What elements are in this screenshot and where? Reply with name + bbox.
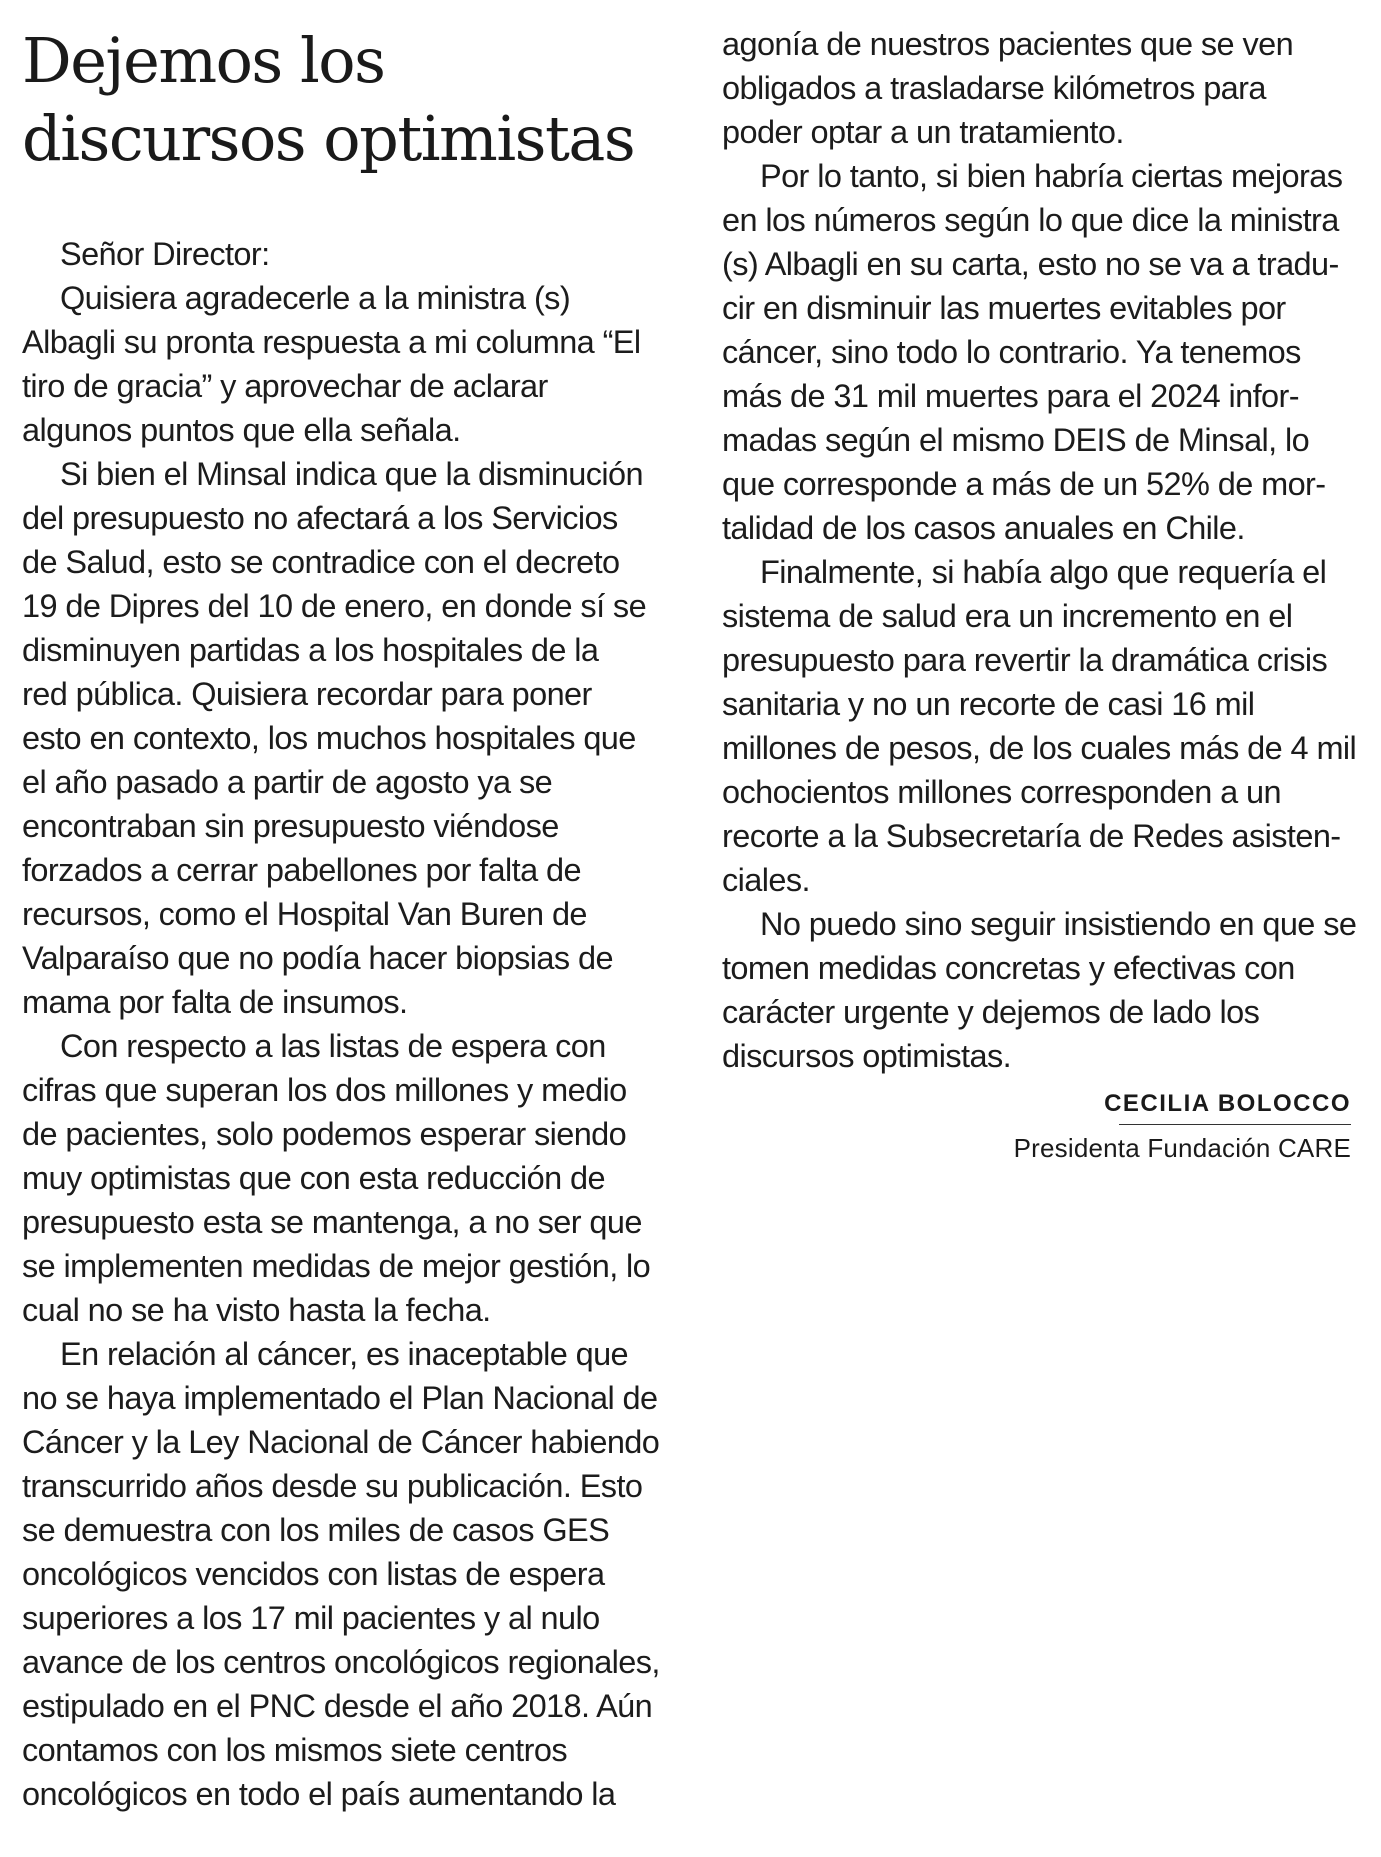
text-line: 19 de Dipres del 10 de enero, en donde sí se (22, 588, 647, 624)
text-line: tomen medidas concretas y efectivas con (722, 950, 1295, 986)
text-line: No puedo sino seguir insistiendo en que se (760, 906, 1357, 942)
text-line: se demuestra con los miles de casos GES (22, 1512, 610, 1548)
right-column (722, 22, 1362, 1078)
text-line: cifras que superan los dos millones y medio (22, 1072, 627, 1108)
text-line: (s) Albagli en su carta, esto no se va a tradu- (722, 246, 1339, 282)
signature-name: CECILIA BOLOCCO (1104, 1090, 1351, 1117)
text-line: red pública. Quisiera recordar para poner (22, 676, 592, 712)
text-line: contamos con los mismos siete centros (22, 1732, 567, 1768)
text-line: Finalmente, si había algo que requería el (760, 554, 1327, 590)
text-line: encontraban sin presupuesto viéndose (22, 808, 559, 844)
text-line: Albagli su pronta respuesta a mi columna “El (22, 324, 641, 360)
text-line: sistema de salud era un incremento en el (722, 598, 1293, 634)
text-line: talidad de los casos anuales en Chile. (722, 510, 1245, 546)
text-line: avance de los centros oncológicos regionales, (22, 1644, 660, 1680)
text-line: esto en contexto, los muchos hospitales que (22, 720, 636, 756)
text-line: Si bien el Minsal indica que la disminución (60, 456, 644, 492)
text-line: madas según el mismo DEIS de Minsal, lo (722, 422, 1310, 458)
salutation: Señor Director: (60, 236, 270, 272)
letter-title (22, 22, 682, 178)
title-line: discursos optimistas (22, 102, 635, 175)
title-line: Dejemos los (22, 24, 385, 97)
text-line: carácter urgente y dejemos de lado los (722, 994, 1260, 1030)
text-line: muy optimistas que con esta reducción de (22, 1160, 605, 1196)
text-line: forzados a cerrar pabellones por falta de (22, 852, 581, 888)
text-line: presupuesto para revertir la dramática crisis (722, 642, 1328, 678)
text-line: más de 31 mil muertes para el 2024 infor- (722, 378, 1299, 414)
text-line: recorte a la Subsecretaría de Redes asisten- (722, 818, 1341, 854)
signature-divider (1119, 1124, 1351, 1125)
text-line: cir en disminuir las muertes evitables por (722, 290, 1286, 326)
text-line: Con respecto a las listas de espera con (60, 1028, 606, 1064)
text-line: Cáncer y la Ley Nacional de Cáncer habiendo (22, 1424, 660, 1460)
text-line: En relación al cáncer, es inaceptable que (60, 1336, 629, 1372)
text-line: transcurrido años desde su publicación. Esto (22, 1468, 643, 1504)
text-line: Por lo tanto, si bien habría ciertas mejoras (760, 158, 1343, 194)
left-column (22, 232, 682, 1816)
text-line: se implementen medidas de mejor gestión, lo (22, 1248, 651, 1284)
text-line: cual no se ha visto hasta la fecha. (22, 1292, 491, 1328)
text-line: ochocientos millones corresponden a un (722, 774, 1281, 810)
text-line: del presupuesto no afectará a los Servicios (22, 500, 618, 536)
text-line: presupuesto esta se mantenga, a no ser que (22, 1204, 642, 1240)
text-line: mama por falta de insumos. (22, 984, 408, 1020)
signature-role: Presidenta Fundación CARE (1013, 1133, 1351, 1163)
text-line: en los números según lo que dice la ministra (722, 202, 1339, 238)
text-line: oncológicos en todo el país aumentando la (22, 1776, 616, 1812)
text-line: oncológicos vencidos con listas de espera (22, 1556, 605, 1592)
text-line: sanitaria y no un recorte de casi 16 mil (722, 686, 1255, 722)
text-line: Valparaíso que no podía hacer biopsias de (22, 940, 613, 976)
text-line: no se haya implementado el Plan Nacional de (22, 1380, 658, 1416)
text-line: discursos optimistas. (722, 1038, 1012, 1074)
text-line: que corresponde a más de un 52% de mor- (722, 466, 1326, 502)
text-line: cáncer, sino todo lo contrario. Ya tenemos (722, 334, 1301, 370)
text-line: el año pasado a partir de agosto ya se (22, 764, 553, 800)
text-line: estipulado en el PNC desde el año 2018. Aún (22, 1688, 653, 1724)
text-line: millones de pesos, de los cuales más de 4 mil (722, 730, 1357, 766)
text-line: Quisiera agradecerle a la ministra (s) (60, 280, 571, 316)
text-line: de Salud, esto se contradice con el decreto (22, 544, 620, 580)
text-line: agonía de nuestros pacientes que se ven (722, 26, 1294, 62)
text-line: obligados a trasladarse kilómetros para (722, 70, 1266, 106)
text-line: disminuyen partidas a los hospitales de la (22, 632, 599, 668)
text-line: de pacientes, solo podemos esperar siendo (22, 1116, 627, 1152)
text-line: ciales. (722, 862, 810, 898)
text-line: tiro de gracia” y aprovechar de aclarar (22, 368, 548, 404)
text-line: algunos puntos que ella señala. (22, 412, 461, 448)
text-line: poder optar a un tratamiento. (722, 114, 1124, 150)
text-line: recursos, como el Hospital Van Buren de (22, 896, 587, 932)
text-line: superiores a los 17 mil pacientes y al nulo (22, 1600, 600, 1636)
